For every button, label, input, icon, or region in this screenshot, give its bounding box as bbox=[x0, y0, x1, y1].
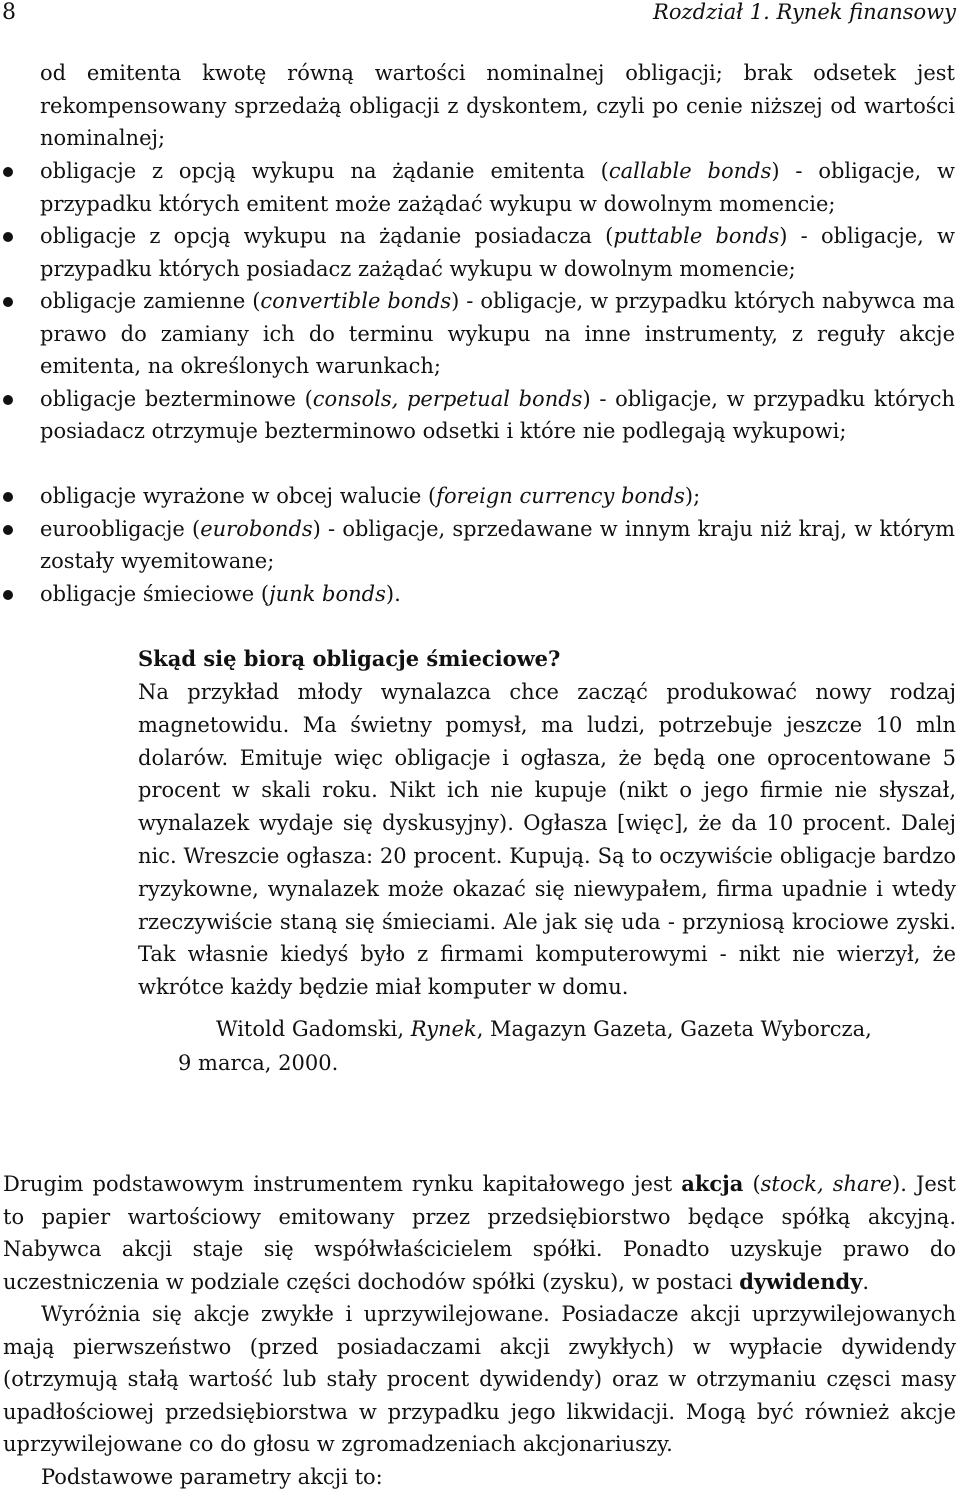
paragraph: Drugim podstawowym instrumentem rynku kapitałowego jest akcja (stock, share). Jest to papier wartościowy emitowany przez przedsiębiorstwo będące spółką akcyjną. Nabywca akcji staje się współwłaścicielem spółki. Ponadto uzyskuje prawo do uczestniczenia w podziale części dochodów spółki (zysku), w postaci dywidendy. bbox=[3, 1171, 956, 1294]
list-item: obligacje wyrażone w obcej walucie (foreign currency bonds); bbox=[0, 480, 960, 513]
paragraph: Podstawowe parametry akcji to: bbox=[41, 1464, 383, 1489]
bond-types-list-continued bbox=[0, 480, 960, 610]
page-header bbox=[0, 0, 960, 30]
bond-types-list bbox=[0, 155, 960, 448]
bullet-icon bbox=[3, 492, 13, 502]
bullet-icon bbox=[3, 167, 13, 177]
list-item: obligacje bezterminowe (consols, perpetual bonds) - obligacje, w przypadku których posiadacz otrzymuje bezterminowo odsetki i które nie podlegają wykupowi; bbox=[0, 383, 960, 448]
quote-citation: Witold Gadomski, Rynek, Magazyn Gazeta, Gazeta Wyborcza, 9 marca, 2000. bbox=[178, 1017, 872, 1075]
bullet-icon bbox=[3, 590, 13, 600]
bullet-icon bbox=[3, 297, 13, 307]
list-item: obligacje z opcją wykupu na żądanie posiadacza (puttable bonds) - obligacje, w przypadku których posiadacz zażądać wykupu w dowolnym momencie; bbox=[0, 220, 960, 285]
list-item: euroobligacje (eurobonds) - obligacje, sprzedawane w innym kraju niż kraj, w którym zostały wyemitowane; bbox=[0, 513, 960, 578]
bullet-icon bbox=[3, 232, 13, 242]
bullet-icon bbox=[3, 395, 13, 405]
continuation-paragraph: od emitenta kwotę równą wartości nominalnej obligacji; brak odsetek jest rekompensowany sprzedażą obligacji z dyskontem, czyli po cenie niższej od wartości nominalnej; bbox=[40, 61, 955, 150]
quote-title: Skąd się biorą obligacje śmieciowe? bbox=[138, 646, 561, 671]
quote-box bbox=[138, 642, 956, 1075]
paragraph: Wyróżnia się akcje zwykłe i uprzywilejowane. Posiadacze akcji uprzywilejowanych mają pierwszeństwo (przed posiadaczami akcji zwykłych) w wypłacie dywidendy (otrzymują stałą wartość lub stały procent dywidendy) oraz w otrzymaniu częsci masy upadłościowej przedsiębiorstwa w przypadku jego likwidacji. Mogą być również akcje uprzywilejowane co do głosu w zgromadzeniach akcjonariuszy. bbox=[3, 1302, 956, 1456]
list-item: obligacje z opcją wykupu na żądanie emitenta (callable bonds) - obligacje, w przypadku których emitent może zażądać wykupu w dowolnym momencie; bbox=[0, 155, 960, 220]
bullet-icon bbox=[3, 525, 13, 535]
quote-body: Na przykład młody wynalazca chce zacząć produkować nowy rodzaj magnetowidu. Ma świetny pomysł, ma ludzi, potrzebuje jeszcze 10 mln dolarów. Emituje więc obligacje i ogłasza, że będą one oprocentowane 5 procent w skali roku. Nikt ich nie kupuje (nikt o jego firmie nie słyszał, wynalazek wydaje się dyskusyjny). Ogłasza [więc], że da 10 procent. Dalej nic. Wreszcie ogłasza: 20 procent. Kupują. Są to oczywiście obligacje bardzo ryzykowne, wynalazek może okazać się niewypałem, firma upadnie i wtedy rzeczywiście staną się śmieciami. Ale jak się uda - przyniosą krociowe zyski. Tak własnie kiedyś było z firmami komputerowymi - nikt nie wierzył, że wkrótce każdy będzie miał komputer w domu. bbox=[138, 680, 956, 1000]
list-item: obligacje zamienne (convertible bonds) - obligacje, w przypadku których nabywca ma prawo do zamiany ich do terminu wykupu na inne instrumenty, z reguły akcje emitenta, na określonych warunkach; bbox=[0, 285, 960, 383]
list-item: obligacje śmieciowe (junk bonds). bbox=[0, 578, 960, 611]
running-head: Rozdział 1. Rynek finansowy bbox=[653, 0, 956, 24]
page-number: 8 bbox=[2, 0, 16, 25]
stocks-section bbox=[3, 1168, 956, 1493]
